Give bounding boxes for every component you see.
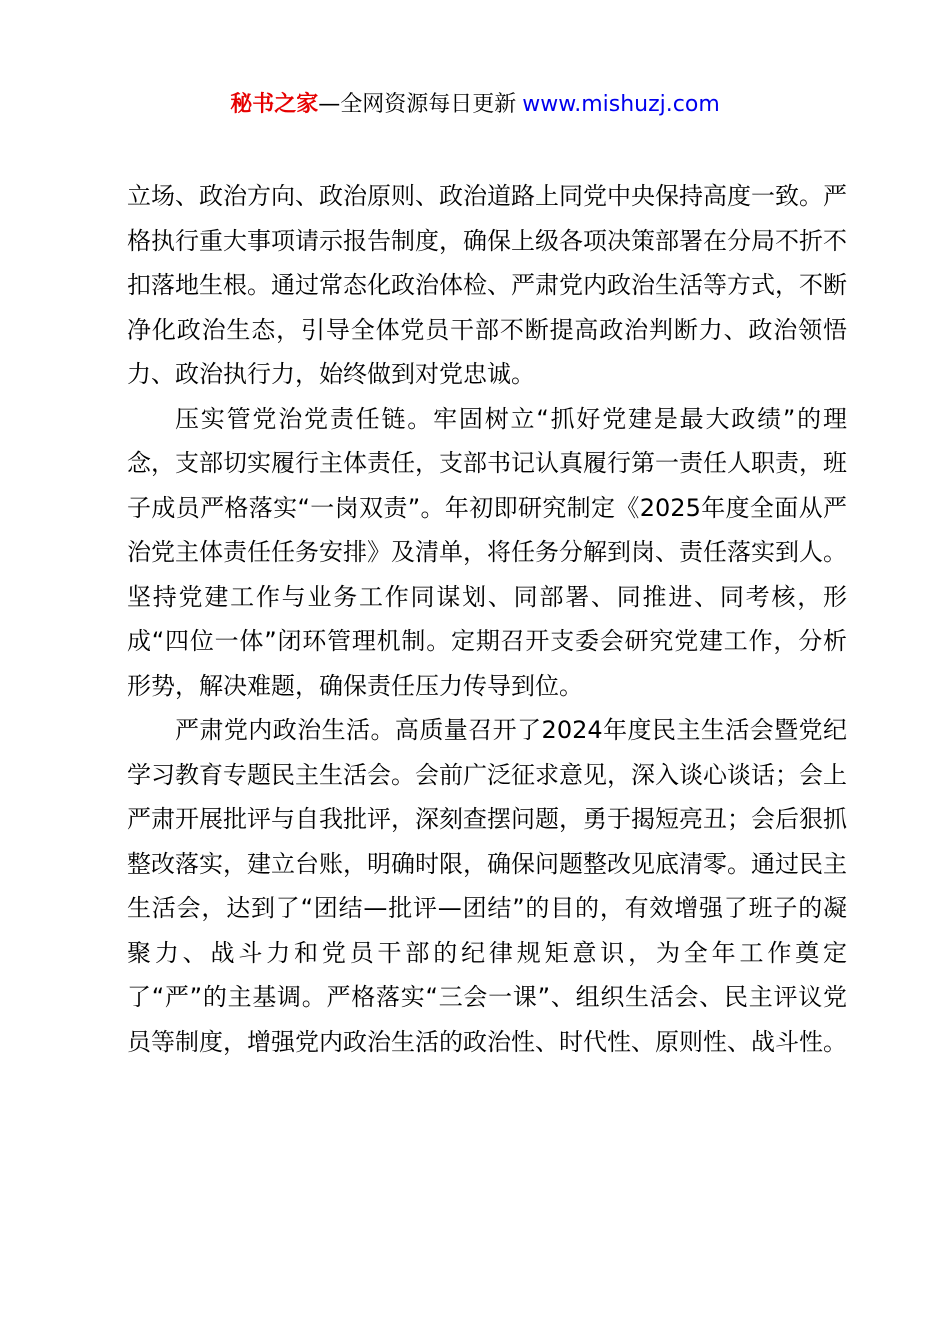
paragraph-continued: 立场、政治方向、政治原则、政治道路上同党中央保持高度一致。严格执行重大事项请示报告制度，确保上级各项决策部署在分局不折不扣落地生根。通过常态化政治体检、严肃党内政治生活等方式，不断净化政治生态，引导全体党员干部不断提高政治判断力、政治领悟力、政治执行力，始终做到对党忠诚。: [127, 182, 847, 388]
paragraph-political-life: 严肃党内政治生活。高质量召开了2024年度民主生活会暨党纪学习教育专题民主生活会。会前广泛征求意见，深入谈心谈话；会上严肃开展批评与自我批评，深刻查摆问题，勇于揭短亮丑；会后狠抓整改落实，建立台账，明确时限，确保问题整改见底清零。通过民主生活会，达到了“团结—批评—团结”的目的，有效增强了班子的凝聚力、战斗力和党员干部的纪律规矩意识，为全年工作奠定了“严”的主基调。严格落实“三会一课”、组织生活会、民主评议党员等制度，增强党内政治生活的政治性、时代性、原则性、战斗性。: [127, 716, 847, 1056]
paragraph-responsibility-chain: 压实管党治党责任链。牢固树立“抓好党建是最大政绩”的理念，支部切实履行主体责任，支部书记认真履行第一责任人职责，班子成员严格落实“一岗双责”。年初即研究制定《2025年度全面从严治党主体责任任务安排》及清单，将任务分解到岗、责任落实到人。坚持党建工作与业务工作同谋划、同部署、同推进、同考核，形成“四位一体”闭环管理机制。定期召开支委会研究党建工作，分析形势，解决难题，确保责任压力传导到位。: [127, 404, 847, 700]
page-header: [0, 88, 950, 122]
document-body: [127, 174, 847, 1064]
site-url-link[interactable]: www.mishuzj.com: [522, 92, 720, 117]
brand-name: 秘书之家: [230, 92, 319, 117]
header-slogan: —全网资源每日更新: [318, 92, 517, 117]
